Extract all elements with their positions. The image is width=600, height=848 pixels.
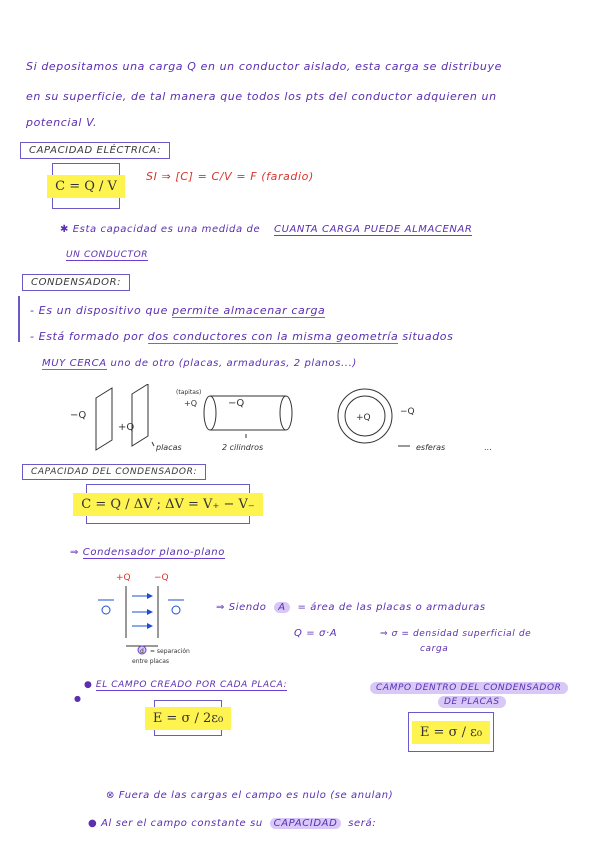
capacidad-condensador-box xyxy=(81,484,255,524)
condensador-item-3 xyxy=(42,358,357,369)
item2-underlined: dos conductores con la misma geometría xyxy=(147,330,399,343)
cyl-q-pos: +Q xyxy=(184,399,197,408)
campo-note-constant-hl: CAPACIDAD xyxy=(270,818,342,829)
plates-label: placas xyxy=(156,443,182,452)
capacidad-condensador-heading: CAPACIDAD DEL CONDENSADOR: xyxy=(22,464,206,480)
plano-q-pos: +Q xyxy=(116,573,131,583)
campo-note-constant-row xyxy=(88,818,376,829)
campo-note-constant-prefix: Al ser el campo constante su xyxy=(101,818,263,829)
capacidad-heading: CAPACIDAD ELÉCTRICA: xyxy=(20,142,170,159)
plano-siendo: Siendo xyxy=(228,602,267,613)
item1-underlined: permite almacenar carga xyxy=(172,304,326,317)
intro-line-1: Si depositamos una carga Q en un conductor aislado, esta carga se distribuye xyxy=(26,60,502,73)
capacidad-note-highlight: CUANTA CARGA PUEDE ALMACENAR xyxy=(273,224,473,235)
campo-heading-left-row xyxy=(84,680,287,690)
plano-title: Condensador plano-plano xyxy=(82,547,225,558)
condensador-bracket xyxy=(18,296,20,342)
spheres-figure xyxy=(338,389,492,452)
capacidad-formula: C = Q / V xyxy=(47,175,125,198)
campo-left-box xyxy=(154,700,222,736)
capacidad-note-prefix: Esta capacidad es una medida de xyxy=(72,224,261,235)
sph-label: esferas xyxy=(416,443,446,452)
item1-dash-icon: - xyxy=(30,304,39,317)
intro-line-3: potencial V. xyxy=(26,116,98,129)
plano-arrow-icon: ⇒ xyxy=(70,547,83,558)
capacidad-note xyxy=(60,224,472,235)
condensador-item-1 xyxy=(30,304,325,317)
constant-bullet-icon: ● xyxy=(88,818,102,829)
plano-q-neg: −Q xyxy=(154,573,169,583)
intro-line-2: en su superficie, de tal manera que todos los pts del conductor adquieren un xyxy=(26,90,497,103)
campo-note-outside: Fuera de las cargas el campo es nulo (se anulan) xyxy=(118,790,394,801)
plates-q-neg: −Q xyxy=(70,410,87,421)
plates-figure xyxy=(70,384,182,452)
plano-sigma-text: σ = densidad superficial de xyxy=(391,629,532,639)
plano-label-d: d xyxy=(140,648,144,655)
campo-formula-left: E = σ / 2ε₀ xyxy=(145,707,231,730)
item3-underlined: MUY CERCA xyxy=(42,358,107,369)
campo-right-box xyxy=(408,712,494,752)
sph-q-neg: −Q xyxy=(400,407,415,417)
campo-note-constant-end: será: xyxy=(348,818,377,829)
capacidad-formula-box xyxy=(52,163,120,209)
item2-suffix: situados xyxy=(402,330,454,343)
siendo-arrow-icon: ⇒ xyxy=(216,602,229,613)
condensador-heading: CONDENSADOR: xyxy=(22,274,130,291)
item2-dash-icon: - xyxy=(30,330,39,343)
item2-prefix: Está formado por xyxy=(38,330,144,343)
plano-d-note-2: entre placas xyxy=(132,658,170,665)
campo-note-outside-row xyxy=(106,790,393,801)
note-bullet-icon: ✱ xyxy=(60,224,73,235)
cylinders-figure xyxy=(176,389,292,452)
plano-siendo-rest: = área de las placas o armaduras xyxy=(297,602,486,613)
campo-formula-right: E = σ / ε₀ xyxy=(412,721,490,744)
sigma-arrow-icon: ⇒ xyxy=(380,629,392,639)
campo-side-bullet-icon: ● xyxy=(74,694,81,703)
capacidad-units: SI ⇒ [C] = C/V = F (faradio) xyxy=(146,170,314,183)
cyl-label: 2 cilindros xyxy=(222,443,264,452)
campo-bullet-icon: ● xyxy=(84,680,96,690)
plano-siendo-row xyxy=(216,602,486,613)
sph-dots: ... xyxy=(484,443,492,452)
capacidad-condensador-formula: C = Q / ΔV ; ΔV = V₊ − V₋ xyxy=(73,493,262,516)
item3-rest: uno de otro (placas, armaduras, 2 planos...) xyxy=(110,358,357,369)
condensador-figures xyxy=(60,384,540,460)
campo-heading-right-2: DE PLACAS xyxy=(438,696,506,708)
plano-title-row xyxy=(70,547,225,558)
capacidad-note-end: UN CONDUCTOR xyxy=(66,250,149,260)
plates-q-pos: +Q xyxy=(118,422,135,433)
campo-heading-right-1: CAMPO DENTRO DEL CONDENSADOR xyxy=(370,682,568,694)
plano-q-eq: Q = σ·A xyxy=(294,628,338,639)
sph-q-pos: +Q xyxy=(356,413,371,423)
outside-circle-icon: ⊗ xyxy=(106,790,119,801)
plano-label-a: A xyxy=(274,602,289,613)
plano-sigma-def xyxy=(380,629,531,639)
item1-prefix: Es un dispositivo que xyxy=(38,304,168,317)
plano-sigma-def-2: carga xyxy=(420,644,449,654)
campo-heading-left: EL CAMPO CREADO POR CADA PLACA: xyxy=(95,680,288,690)
condensador-item-2 xyxy=(30,330,453,343)
plano-figure xyxy=(92,568,222,668)
cyl-q-neg: −Q xyxy=(228,398,245,409)
plano-d-note-1: = separación xyxy=(150,648,190,655)
cyl-annot: (tapitas) xyxy=(176,389,202,396)
